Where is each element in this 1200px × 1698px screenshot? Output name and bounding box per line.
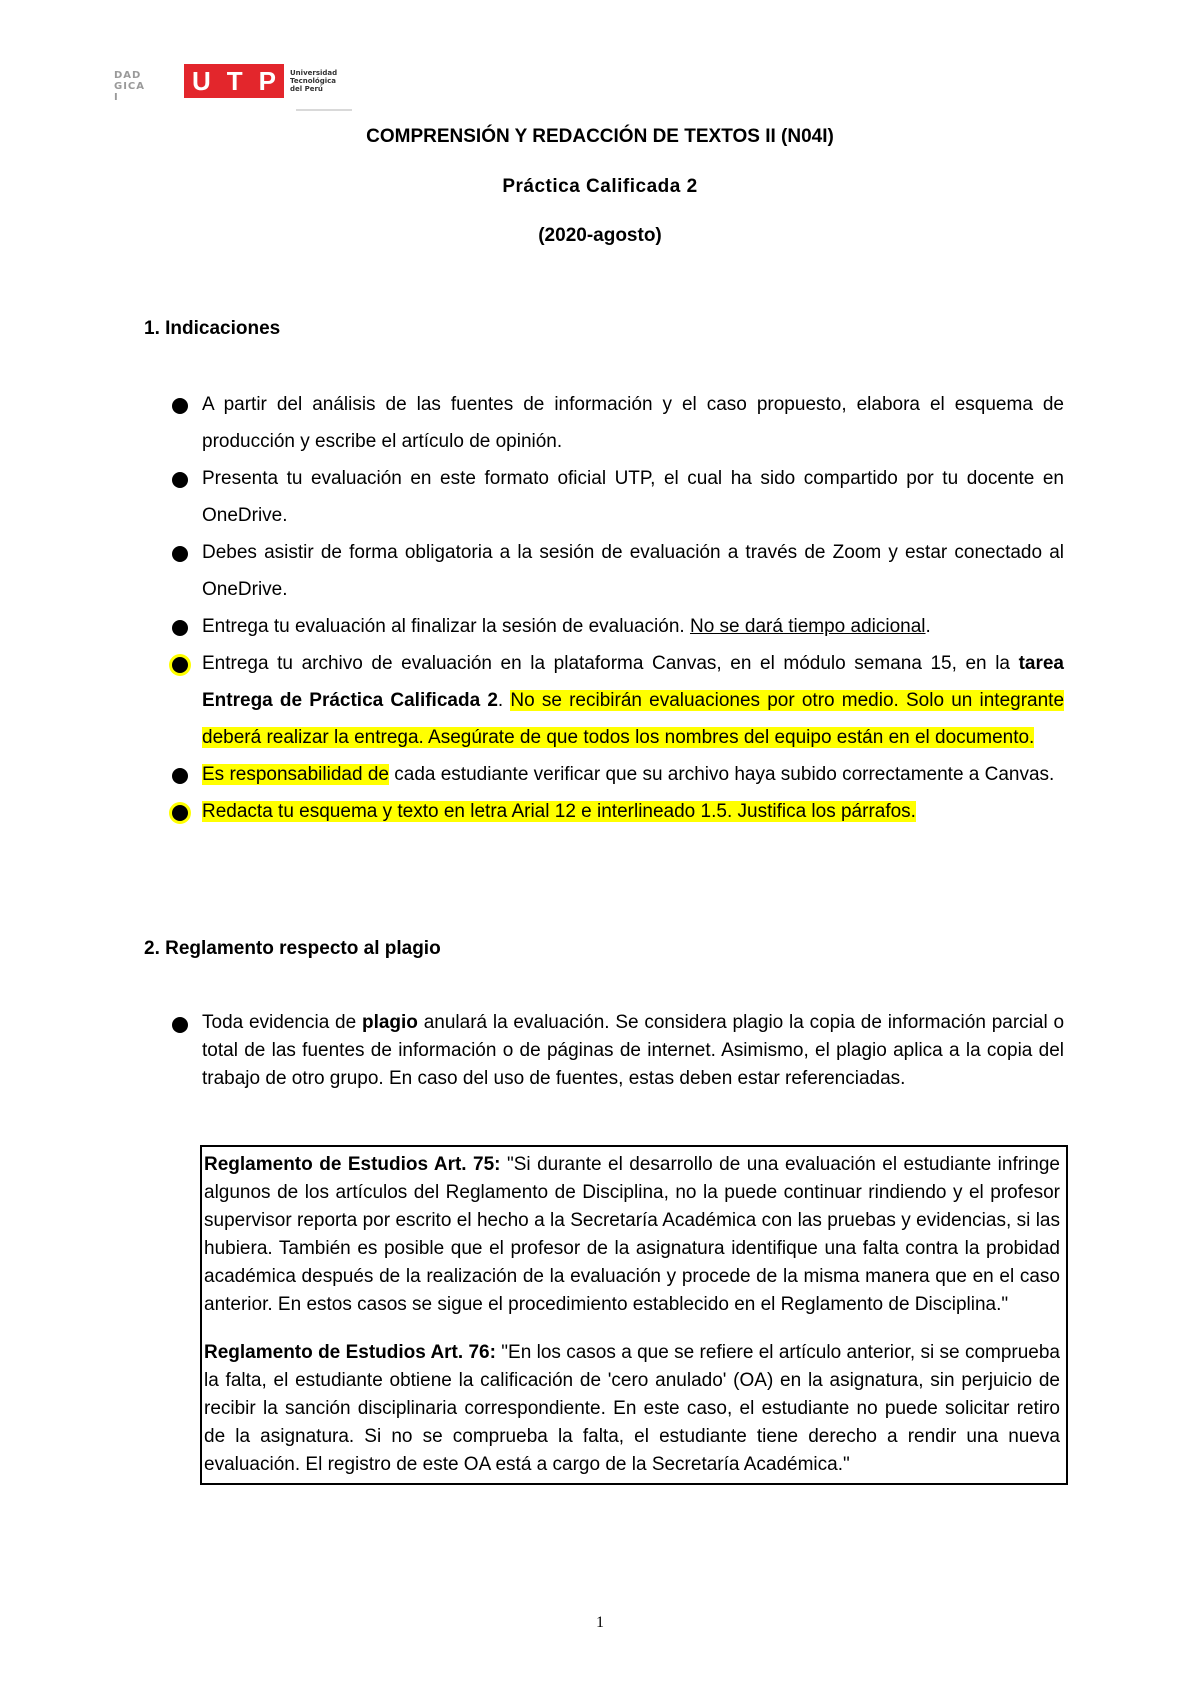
bold-text: tarea Entrega de Práctica Calificada 2 bbox=[202, 653, 1064, 711]
highlighted-text: No se recibirán evaluaciones por otro medio. Solo un integrante deberá realizar la entrega. Asegúrate de que todos los nombres del equipo están en el documento. bbox=[202, 690, 1065, 748]
list-item bbox=[172, 534, 1064, 608]
regulations-box bbox=[200, 1145, 1068, 1485]
bold-text: plagio bbox=[361, 1012, 418, 1033]
utp-letter-p: P bbox=[258, 65, 276, 96]
list-item-text: Toda evidencia de bbox=[202, 1012, 362, 1033]
course-title: COMPRENSIÓN Y REDACCIÓN DE TEXTOS II (N04I) bbox=[366, 126, 834, 147]
practice-title: Práctica Calificada 2 bbox=[502, 176, 698, 197]
utp-letter-t: T bbox=[226, 65, 243, 96]
bullet-icon bbox=[172, 657, 188, 673]
list-item bbox=[172, 756, 1064, 793]
regulation-article-75 bbox=[204, 1151, 1060, 1319]
utp-logo-subtitle: Universidad Tecnológica del Perú bbox=[290, 69, 338, 93]
logo-divider bbox=[296, 109, 352, 111]
section-heading-indicaciones: 1. Indicaciones bbox=[144, 318, 281, 339]
list-item-text: . bbox=[925, 616, 931, 637]
utp-logo bbox=[184, 64, 337, 98]
regulation-text: "En los casos a que se refiere el artículo anterior, si se comprueba la falta, el estudiante obtiene la calificación de 'cero anulado' (OA) en la asignatura, sin perjuicio de recibir la sanción disciplinaria correspondiente. En este caso, el estudiante no puede solicitar retiro de la asignatura. Si no se comprueba la falta, el estudiante tiene derecho a rendir una nueva evaluación. El registro de este OA está a cargo de la Secretaría Académica." bbox=[204, 1342, 1060, 1475]
list-item-text: Presenta tu evaluación en este formato oficial UTP, el cual ha sido compartido por tu docente en OneDrive. bbox=[202, 468, 1064, 526]
section-heading-plagio: 2. Reglamento respecto al plagio bbox=[144, 938, 441, 959]
bullet-icon bbox=[172, 546, 188, 562]
period-title: (2020-agosto) bbox=[538, 225, 662, 246]
list-item bbox=[172, 386, 1064, 460]
indicaciones-list bbox=[172, 386, 1064, 830]
utp-letter-u: U bbox=[191, 65, 211, 96]
faculty-logo: DAD GICA I bbox=[114, 70, 146, 103]
list-item bbox=[172, 460, 1064, 534]
underlined-text: No se dará tiempo adicional bbox=[689, 616, 926, 637]
bullet-icon bbox=[172, 805, 188, 821]
plagio-list bbox=[172, 1009, 1064, 1093]
list-item-text: Entrega tu evaluación al finalizar la sesión de evaluación. bbox=[202, 616, 690, 637]
list-item-text: Entrega tu archivo de evaluación en la plataforma Canvas, en el módulo semana 15, en la bbox=[202, 653, 1019, 674]
bullet-icon bbox=[172, 620, 188, 636]
list-item bbox=[172, 793, 1064, 830]
list-item-text: . bbox=[497, 690, 511, 711]
bullet-icon bbox=[172, 1017, 188, 1033]
regulation-article-76 bbox=[204, 1339, 1060, 1479]
list-item bbox=[172, 645, 1064, 756]
highlighted-text: Es responsabilidad de bbox=[202, 764, 389, 785]
utp-logo-box bbox=[184, 64, 284, 98]
list-item-text: anulará la evaluación. Se considera plagio la copia de información parcial o total de las fuentes de información o de páginas de internet. Asimismo, el plagio aplica a la copia del trabajo de otro grupo. En caso del uso de fuentes, estas deben estar referenciadas. bbox=[202, 1012, 1065, 1089]
bullet-icon bbox=[172, 398, 188, 414]
highlighted-text: Redacta tu esquema y texto en letra Arial 12 e interlineado 1.5. Justifica los párrafos. bbox=[202, 801, 916, 822]
list-item bbox=[172, 1009, 1064, 1093]
list-item bbox=[172, 608, 1064, 645]
bullet-icon bbox=[172, 768, 188, 784]
regulation-text: "Si durante el desarrollo de una evaluación el estudiante infringe algunos de los artículos del Reglamento de Disciplina, no la puede continuar rindiendo y el profesor supervisor reporta por escrito el hecho a la Secretaría Académica con las pruebas y evidencias, si las hubiera. También es posible que el profesor de la asignatura identifique una falta contra la probidad académica después de la realización de la evaluación y procede de la misma manera que en el caso anterior. En estos casos se sigue el procedimiento establecido en el Reglamento de Disciplina." bbox=[204, 1154, 1060, 1315]
page-number: 1 bbox=[596, 1614, 604, 1631]
bullet-icon bbox=[172, 472, 188, 488]
list-item-text: cada estudiante verificar que su archivo haya subido correctamente a Canvas. bbox=[388, 764, 1055, 785]
list-item-text: Debes asistir de forma obligatoria a la sesión de evaluación a través de Zoom y estar conectado al OneDrive. bbox=[202, 542, 1064, 600]
regulation-title: Reglamento de Estudios Art. 76: bbox=[204, 1342, 496, 1363]
regulation-title: Reglamento de Estudios Art. 75: bbox=[204, 1154, 501, 1175]
list-item-text: A partir del análisis de las fuentes de información y el caso propuesto, elabora el esquema de producción y escribe el artículo de opinión. bbox=[202, 394, 1064, 452]
